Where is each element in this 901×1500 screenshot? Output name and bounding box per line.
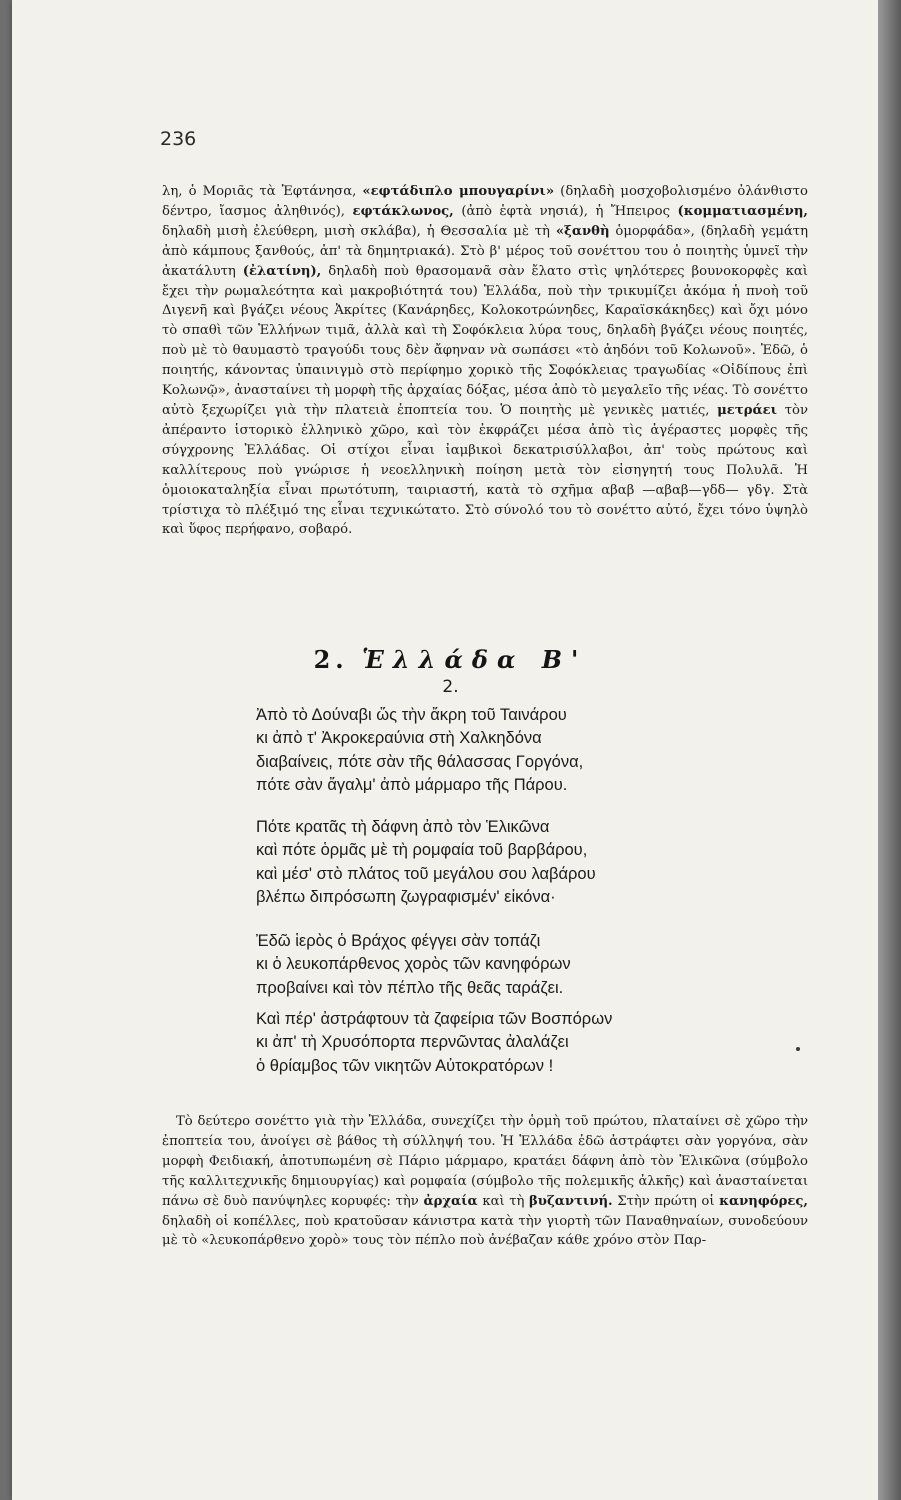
text-run: λη, ὁ Μοριᾶς τὰ Ἑφτάνησα, [162, 184, 363, 199]
poem-line: πότε σὰν ἄγαλμ' ἀπὸ μάρμαρο τῆς Πάρου. [256, 776, 568, 795]
emphasis-text: «εφτάδιπλο μπουγαρίνι» [362, 184, 555, 199]
text-run: δηλαδὴ ποὺ θρασομανᾶ σὰν ἔλατο στὶς ψηλότερες βουνοκορφὲς καὶ ἔχει τὴν ρωμαλεότητα καὶ μακροβιότητά του) Ἑλλάδα, ποὺ τὴν τρικυμίζει ἀκόμα ἡ πνοὴ τοῦ Διγενῆ καὶ βγάζει νέους Ἀκρίτες (Κανάρηδες, Κολοκοτρώνηδες, Καραϊσκάκηδες) καὶ ὄχι μόνο τὸ σπαθὶ τῶν Ἑλλήνων τιμᾶ, ἀλλὰ καὶ τὴ Σοφόκλεια λύρα τους, δηλαδὴ βγάζει νέους ποιητές, ποὺ μὲ τὸ θαυμαστὸ τραγούδι τους δὲν ἄφηναν νὰ σωπάσει «τὸ ἀηδόνι τοῦ Κολωνοῦ». Ἐδῶ, ὁ ποιητής, κάνοντας ὑπαινιγμὸ στὸ περίφημο χορικὸ τῆς Σοφόκλειας τραγωδίας «Οἰδίπους ἐπὶ Κολωνῷ», ἀνασταίνει τὴ μορφὴ τῆς ἀρχαίας δόξας, μέσα ἀπὸ τὸ μεγαλεῖο τῆς νέας. Τὸ σονέττο αὐτὸ ξεχωρίζει γιὰ τὴν πλατειὰ ἐποπτεία του. Ὁ ποιητὴς μὲ γενικὲς ματιές, [162, 263, 808, 418]
text-run: δηλαδὴ οἱ κοπέλλες, ποὺ κρατοῦσαν κάνιστρα κατὰ τὴν γιορτὴ τῶν Παναθηναίων, συνοδεύουν μὲ τὸ «λευκοπάρθενο χορὸ» τους τὸν πέπλο ποὺ ἀνέβαζαν κάθε χρόνο στὸν Παρ- [162, 1213, 808, 1249]
poem-stanza-3 [256, 930, 816, 1000]
text-run: Στὴν πρώτη οἱ [612, 1193, 720, 1209]
emphasis-text: ἀρχαία [423, 1193, 478, 1209]
text-run: ὁμορφάδα», (δηλαδὴ γεμάτη ἀπὸ κάμπους ξανθούς, ἀπ' τὰ δημητριακά). Στὸ β' μέρος τοῦ σονέττου του ὁ ποιητὴς ὑμνεῖ τὴν ἀκατάλυτη [162, 223, 809, 279]
poem-stanza-4 [256, 1008, 816, 1078]
poem-line: Ἀπὸ τὸ Δούναβι ὥς τὴν ἄκρη τοῦ Ταινάρου [256, 706, 567, 724]
poem-line: διαβαίνεις, πότε σὰν τῆς θάλασσας Γοργόνα, [256, 752, 584, 771]
poem-stanza-2 [256, 816, 816, 910]
paragraph-text [162, 1112, 808, 1251]
emphasis-text: (ἐλατίνη), [242, 263, 322, 279]
emphasis-text: κανηφόρες, [719, 1193, 808, 1209]
text-run: Τὸ δεύτερο σονέττο γιὰ τὴν Ἑλλάδα, συνεχίζει τὴν ὁρμὴ τοῦ πρώτου, πλαταίνει σὲ χῶρο τὴν ἐποπτεία του, ἀνοίγει σὲ βάθος τὴ σύλληψή του. Ἡ Ἑλλάδα ἐδῶ ἀστράφτει σὰν γοργόνα, σὰν μορφὴ Φειδιακή, ἀποτυπωμένη σὲ Πάριο μάρμαρο, κρατάει δάφνη ἀπὸ τὸν Ἑλικῶνα (σύμβολο τῆς καλλιτεχνικῆς δημιουργίας) καὶ ρομφαία (σύμβολο τῆς πολεμικῆς ἀλκῆς) καὶ ἀνασταίνεται πάνω σὲ δυὸ πανύψηλες κορυφές: τὴν [162, 1114, 808, 1209]
poem-line: Ἐδῶ ἱερὸς ὁ Βράχος φέγγει σὰν τοπάζι [256, 932, 541, 950]
poem-line: κι ἀπ' τὴ Χρυσόπορτα περνῶντας ἀλαλάζει [256, 1033, 569, 1052]
text-run: τὸν ἀπέραντο ἱστορικὸ ἑλληνικὸ χῶρο, καὶ τὸν ἐκφράζει μέσα ἀπὸ τὶς ἀγέραστες μορφὲς τῆς σύγχρονης Ἑλλάδας. Οἱ στίχοι εἶναι ἰαμβικοὶ δεκατρισύλλαβοι, ἀπ' τοὺς πρώτους καὶ καλλίτερους ποὺ γνώρισε ἡ νεοελληνικὴ ποίηση μετὰ τὸν εἰσηγητή τους Πολυλᾶ. Ἡ ὁμοιοκαταληξία εἶναι πρωτότυπη, ταιριαστή, κατὰ τὸ σχῆμα αβαβ —αβαβ—γδδ— γδγ. Στὰ τρίστιχα τὸ πλέξιμό της εἶναι τεχνικώτατο. Στὸ σύνολό του τὸ σονέττο αὐτό, ἔχει τόνο ὑψηλὸ καὶ ὕφος περήφανο, σοβαρό. [162, 402, 808, 538]
poem-line: κι ὁ λευκοπάρθενος χορὸς τῶν κανηφόρων [256, 955, 571, 974]
paragraph-text [162, 182, 808, 540]
poem-line: Πότε κρατᾶς τὴ δάφνη ἀπὸ τὸν Ἑλικῶνα [256, 818, 550, 836]
poem-number: 2. [442, 677, 459, 697]
poem-line: κι ἀπὸ τ' Ἀκροκεραύνια στὴ Χαλκηδόνα [256, 729, 542, 748]
emphasis-text: εφτάκλωνος, [352, 203, 454, 219]
emphasis-text: «ξανθὴ [555, 223, 610, 239]
text-run: καὶ τὴ [477, 1193, 530, 1209]
poem-heading [0, 645, 901, 674]
poem-line: καὶ μέσ' στὸ πλάτος τοῦ μεγάλου σου λαβάρου [256, 864, 596, 883]
poem-line: προβαίνει καὶ τὸν πέπλο τῆς θεᾶς ταράζει. [256, 978, 564, 997]
text-run: (ἀπὸ ἑφτὰ νησιά), ἡ Ἤπειρος [453, 203, 678, 219]
poem-line: καὶ πότε ὁρμᾶς μὲ τὴ ρομφαία τοῦ βαρβάρου, [256, 841, 588, 860]
text-run: (δηλαδὴ μοσχοβολισμένο ὀλάνθιστο δέντρο, ἴασμος ἀληθινός), [162, 184, 808, 219]
scan-edge [878, 0, 901, 1500]
emphasis-text: βυζαντινή. [529, 1193, 613, 1209]
poem-heading-number: 2. [313, 645, 349, 674]
commentary-paragraph-top [162, 182, 808, 540]
poem-line: βλέπω διπρόσωπη ζωγραφισμέν' εἰκόνα· [256, 888, 556, 907]
commentary-paragraph-bottom [162, 1112, 808, 1251]
emphasis-text: μετράει [717, 402, 778, 418]
ink-speck [796, 1047, 800, 1051]
poem-heading-title: Ἑλλάδα Β' [362, 645, 588, 674]
emphasis-text: (κομματιασμένη, [677, 203, 808, 219]
poem-line: Καὶ πέρ' ἀστράφτουν τὰ ζαφείρια τῶν Βοσπόρων [256, 1010, 613, 1028]
page-number: 236 [160, 128, 197, 150]
poem-stanza-1 [256, 704, 816, 798]
text-run: δηλαδὴ μισὴ ἐλεύθερη, μισὴ σκλάβα), ἡ Θεσσαλία μὲ τὴ [162, 223, 556, 239]
poem-line: ὁ θρίαμβος τῶν νικητῶν Αὐτοκρατόρων ! [256, 1056, 554, 1075]
